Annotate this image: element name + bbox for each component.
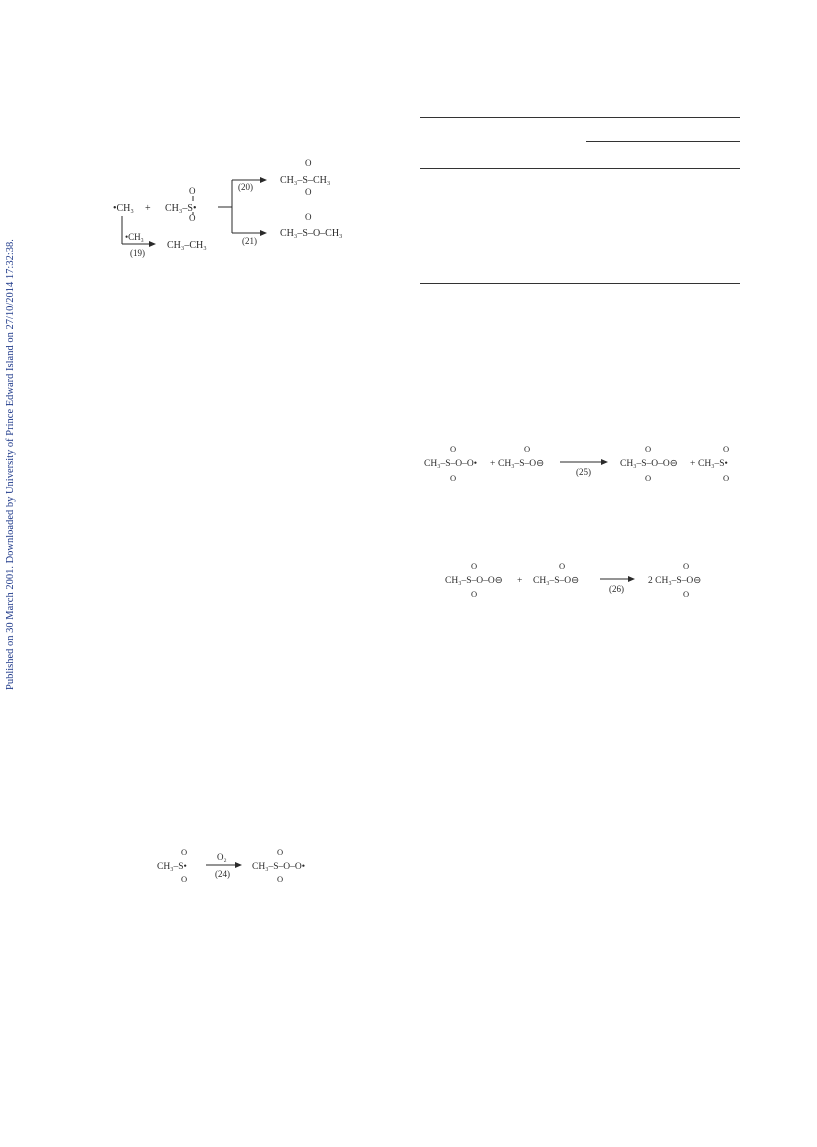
methanesulfinate-anion: CH₃–S–O⊖ — [498, 459, 545, 469]
plus-sign: + — [145, 203, 151, 214]
table-rule-top — [420, 117, 740, 118]
peroxide-oxygen-top: O — [471, 561, 478, 571]
arrowhead-24 — [235, 862, 242, 868]
arrowhead-21 — [260, 230, 267, 236]
sulfinate-oxygen-top: O — [305, 212, 312, 222]
arrowhead-26 — [628, 576, 635, 582]
scheme-26-svg — [443, 562, 723, 602]
methanesulfonate-anion: 2 CH₃–S–O⊖ — [648, 576, 702, 586]
scheme-24-svg — [155, 847, 335, 887]
sulfinate-oxygen-top: O — [524, 444, 531, 454]
plus-sign-2: + — [690, 459, 696, 469]
download-watermark: Published on 30 March 2001. Downloaded by University of Prince Edward Island on 27/10/2014 17:32:38. — [5, 239, 16, 690]
plus-sign-1: + — [490, 459, 496, 469]
ethane: CH₃–CH₃ — [167, 240, 207, 251]
label-26: (26) — [609, 584, 624, 594]
sulfone-oxygen-top: O — [305, 158, 312, 168]
label-21: (21) — [242, 236, 257, 246]
sulfonyl-oxygen-bottom: O — [723, 473, 730, 483]
reaction-scheme-26 — [443, 562, 723, 602]
sulfonyl-oxygen-top: O — [723, 444, 730, 454]
label-25: (25) — [576, 467, 591, 477]
sulfonate-oxygen-bottom: O — [683, 589, 690, 599]
table-rule-bottom — [420, 283, 740, 284]
oxygen-top: O — [189, 186, 196, 196]
peroxide-anion-reactant: CH₃–S–O–O⊖ — [445, 576, 503, 586]
peroxide-oxygen-top: O — [645, 444, 652, 454]
arrowhead-20 — [260, 177, 267, 183]
reaction-scheme-19-21 — [110, 160, 370, 260]
methyl-radical-reagent: •CH₃ — [125, 232, 144, 242]
peroxide-anion: CH₃–S–O–O⊖ — [620, 459, 678, 469]
reaction-scheme-25 — [422, 443, 752, 488]
peroxyl-oxygen-bottom: O — [450, 473, 457, 483]
peroxide-oxygen-bottom: O — [645, 473, 652, 483]
arrowhead-19 — [149, 241, 156, 247]
methyl-methanesulfinate: CH₃–S–O–CH₃ — [280, 228, 343, 239]
label-24: (24) — [215, 869, 230, 879]
plus-sign: + — [517, 576, 523, 586]
scheme-25-svg — [422, 443, 752, 488]
label-20: (20) — [238, 182, 253, 192]
methyl-radical: •CH₃ — [113, 203, 134, 214]
arrowhead-25 — [601, 459, 608, 465]
oxygen-reagent: O₂ — [217, 852, 227, 862]
sulfonate-oxygen-top: O — [683, 561, 690, 571]
methanesulfinate-anion: CH₃–S–O⊖ — [533, 576, 580, 586]
methanesulfonyl-radical: CH₃–S• — [157, 862, 187, 872]
peroxide-oxygen-bottom: O — [471, 589, 478, 599]
sulfone-oxygen-bottom: O — [305, 187, 312, 197]
methanesulfonylperoxyl-radical: CH₃–S–O–O• — [252, 862, 306, 872]
peroxyl-oxygen-top: O — [450, 444, 457, 454]
dimethyl-sulfone: CH₃–S–CH₃ — [280, 175, 331, 186]
label-19: (19) — [130, 248, 145, 258]
sulfinate-oxygen-top: O — [559, 561, 566, 571]
peroxyl-oxygen-top: O — [277, 847, 284, 857]
reaction-scheme-24 — [155, 847, 335, 887]
methanesulfonyl-radical: CH₃–S• — [165, 203, 197, 214]
scheme-19-21-svg — [110, 160, 370, 260]
table-rule-header — [420, 168, 740, 169]
table-rule-sub — [586, 141, 740, 142]
sulfonyl-oxygen-top: O — [181, 847, 188, 857]
sulfonyl-oxygen-bottom: O — [181, 874, 188, 884]
oxygen-bottom: O — [189, 213, 196, 223]
peroxyl-radical: CH₃–S–O–O• — [424, 459, 478, 469]
peroxyl-oxygen-bottom: O — [277, 874, 284, 884]
methanesulfonyl-radical-product: CH₃–S• — [698, 459, 728, 469]
